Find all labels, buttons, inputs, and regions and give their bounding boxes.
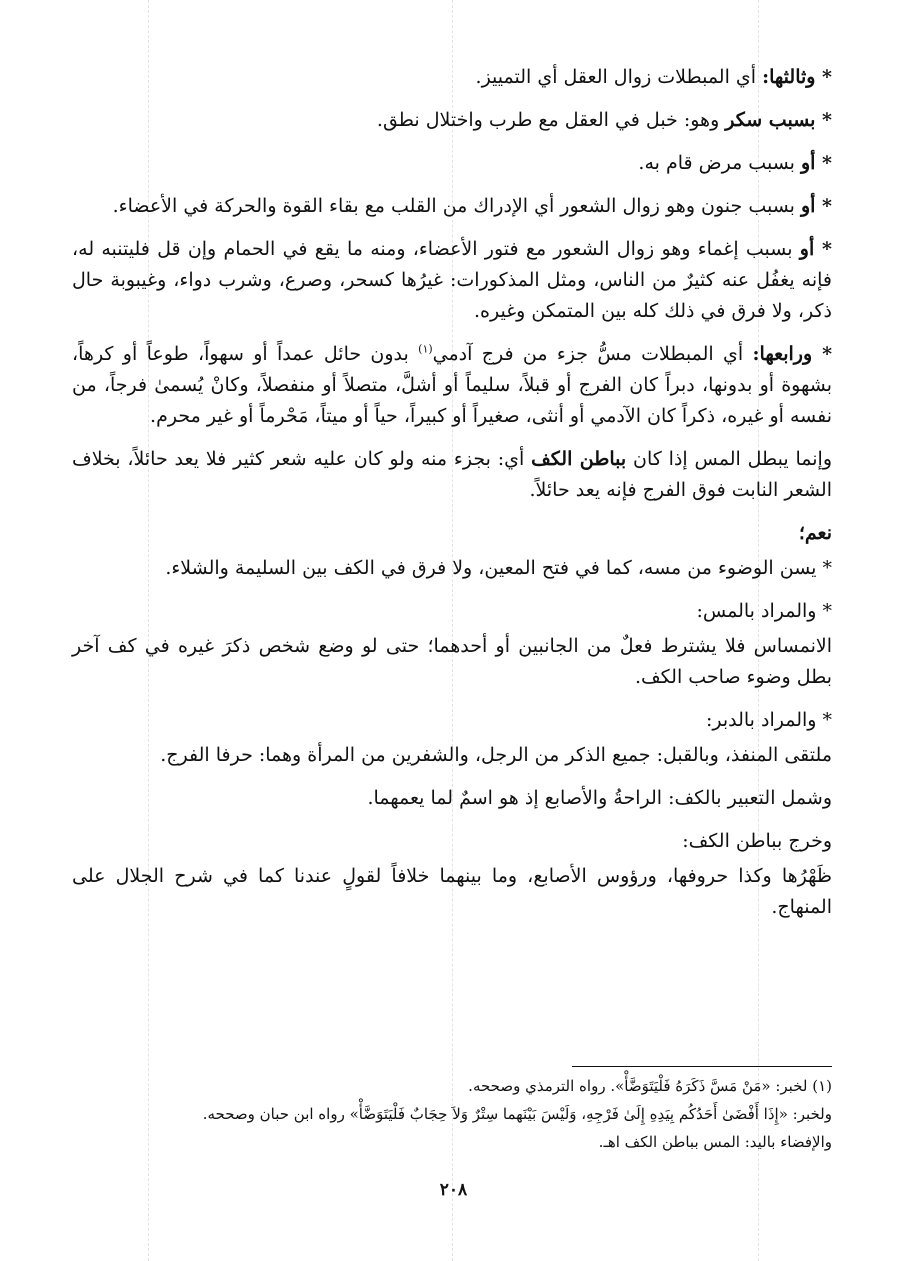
paragraph: ملتقى المنفذ، وبالقبل: جميع الذكر من الرجل، والشفرين من المرأة وهما: حرفا الفرج.: [160, 744, 832, 766]
paragraph: * يسن الوضوء من مسه، كما في فتح المعين، ولا فرق في الكف بين السليمة والشلاء.: [165, 557, 832, 579]
paragraph: وخرج بباطن الكف:: [682, 830, 832, 852]
paragraph: * والمراد بالمس:: [696, 600, 832, 622]
page-number: ٢٠٨: [439, 1180, 468, 1200]
paragraph: الانمساس فلا يشترط فعلٌ من الجانبين أو أحدهما؛ حتى لو وضع شخص ذكرَ غيره في كف آخر بطل وضوء صاحب الكف.: [72, 635, 832, 688]
paragraph: ظَهْرُها وكذا حروفها، ورؤوس الأصابع، وما بينهما خلافاً لقولٍ عندنا كما في شرح الجلال على المنهاج.: [72, 865, 832, 918]
footnotes: [72, 1074, 832, 1158]
main-text: [72, 62, 832, 935]
paragraph: وشمل التعبير بالكف: الراحةُ والأصابع إذ هو اسمٌ لما يعمهما.: [367, 787, 832, 809]
paragraph: * وثالثها: أي المبطلات زوال العقل أي التمييز.: [475, 66, 832, 88]
paragraph: * أو بسبب إغماء وهو زوال الشعور مع فتور الأعضاء، ومنه ما يقع في الحمام وإن قل فليتنبه له، فإنه يغفُل عنه كثيرٌ من الناس، ومثل المذكورات: غيرُها كسحر، وصرع، وشرب دواء، وغيبوبة حال ذكر، ولا فرق في ذلك كله بين المتمكن وغيره.: [72, 238, 832, 322]
footnote-separator: [572, 1066, 832, 1067]
paragraph: * ورابعها: أي المبطلات مسُّ جزء من فرج آدمي$^{(١)}$ بدون حائل عمداً أو سهواً، طوعاً أو كرهاً، بشهوة أو بدونها، دبراً كان الفرج أو قبلاً، سليماً أو أشلَّ، متصلاً أو منفصلاً، وكانْ يُسمىٰ فرجاً، من نفسه أو غيره، ذكراً كان الآدمي أو أنثى، صغيراً أو كبيراً، حياً أو ميتاً، مَحْرماً أو غير محرم.: [72, 342, 832, 427]
paragraph-heading: نعم؛: [798, 522, 832, 544]
paragraph: * بسبب سكر وهو: خبل في العقل مع طرب واختلال نطق.: [376, 109, 832, 131]
footnote: (١) لخبر: «مَنْ مَسَّ ذَكَرَهُ فَلْيَتَوَضَّأْ». رواه الترمذي وصححه.: [468, 1077, 832, 1095]
paragraph: * أو بسبب جنون وهو زوال الشعور أي الإدراك من القلب مع بقاء القوة والحركة في الأعضاء.: [112, 195, 832, 217]
paragraph: وإنما يبطل المس إذا كان بباطن الكف أي: بجزء منه ولو كان عليه شعر كثير فلا يعد حائلاً، بخلاف الشعر النابت فوق الفرج فإنه يعد حائلاً.: [72, 448, 832, 501]
paragraph: * والمراد بالدبر:: [705, 709, 832, 731]
footnote: والإفضاء باليد: المس بباطن الكف اهـ.: [598, 1133, 832, 1151]
footnote: ولخبر: «إِذَا أَفْضَىٰ أَحَدُكُم بِيَدِهِ إِلَىٰ فَرْجِهِ، وَلَيْسَ بَيْنَهما سِتْرٌ وَلاَ حِجَابٌ فَلْيَتَوَضَّأْ» رواه ابن حبان وصححه.: [202, 1105, 832, 1123]
footnote-marker[interactable]: (١): [418, 342, 433, 356]
paragraph: * أو بسبب مرض قام به.: [638, 152, 832, 174]
